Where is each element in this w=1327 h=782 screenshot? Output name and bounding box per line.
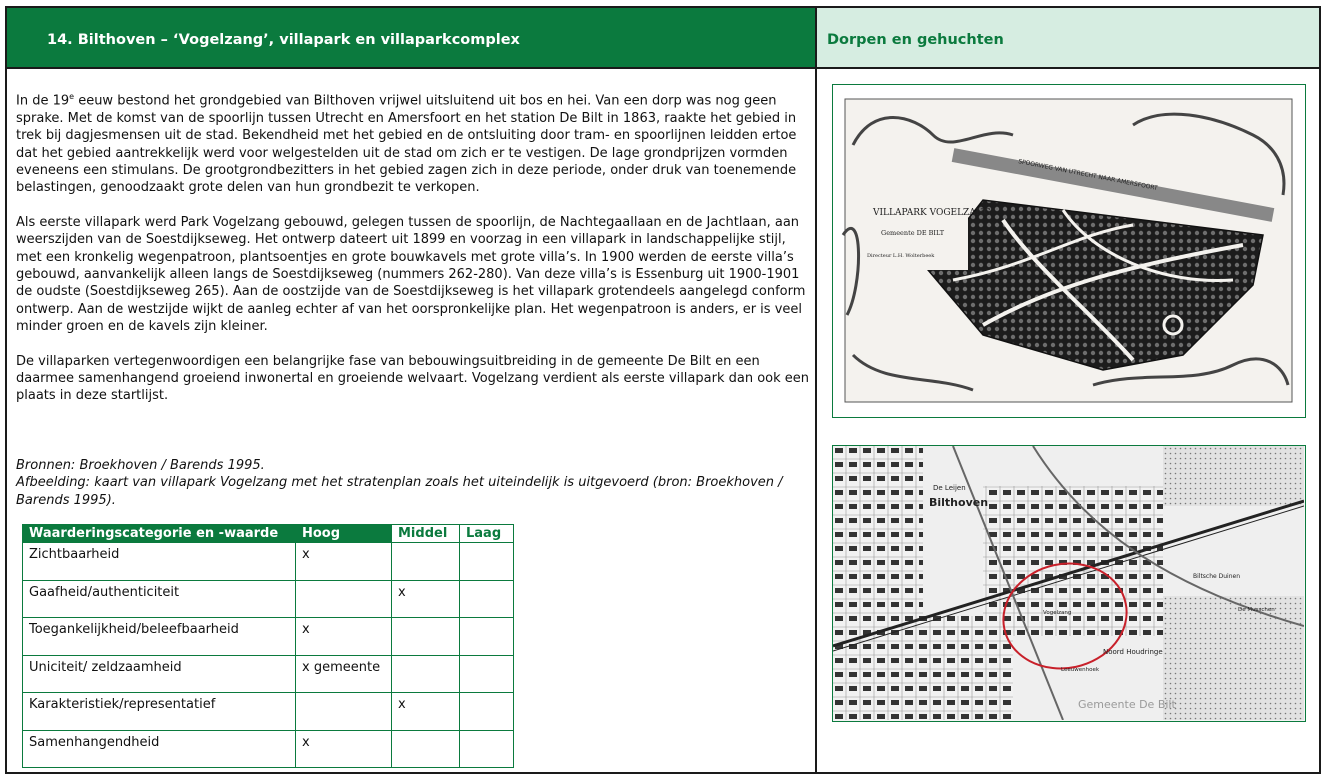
row-laag xyxy=(460,580,514,618)
row-laag xyxy=(460,730,514,768)
header-laag: Laag xyxy=(460,525,514,543)
paragraph-3: De villaparken vertegenwoordigen een belangrijke fase van bebouwingsuitbreiding in de gemeente De Bilt en een daarmee samenhangend groeiend inwonertal en groeiende welvaart. Vogelzang verdient als eerste villapark dan ook een plaats in deze startlijst. xyxy=(16,353,809,404)
header-hoog: Hoog xyxy=(296,525,392,543)
row-middel xyxy=(392,730,460,768)
row-middel xyxy=(392,543,460,581)
row-hoog xyxy=(296,580,392,618)
map-label-leeuwen: Leeuwenhoek xyxy=(1061,667,1100,673)
page-frame xyxy=(5,6,1321,774)
plan-subtitle: Gemeente DE BILT xyxy=(881,229,945,237)
table-row xyxy=(23,693,514,731)
body-text xyxy=(16,88,811,422)
table-row xyxy=(23,655,514,693)
row-hoog: x xyxy=(296,730,392,768)
table-row xyxy=(23,618,514,656)
row-category: Toegankelijkheid/beleefbaarheid xyxy=(23,618,296,656)
map-label-gemeente: Gemeente De Bilt xyxy=(1078,698,1176,711)
paragraph-1: In de 19e eeuw bestond het grondgebied van Bilthoven vrijwel uitsluitend uit bos en hei. Van een dorp was nog geen sprake. Met de komst van de spoorlijn tussen Utrecht en Amersfoort en het station De Bilt in 1863, raakte het gebied in trek bij dagjesmensen uit de stad. Bekendheid met het gebied en de ontsluiting door tram- en spoorlijnen leidden ertoe dat het gebied aantrekkelijk werd voor welgestelden uit de stad om zich er te vestigen. De lage grondprijzen vormden eveneens een stimulans. De grootgrondbezitters in het gebied zagen zich in deze periode, onder druk van toenemende belastingen, genoodzaakt grote delen van hun grondbezit te verkopen. xyxy=(16,92,797,196)
map-label-leijen: De Leijen xyxy=(933,484,966,492)
plan-rail-label: SPOORWEG VAN UTRECHT NAAR AMERSFOORT xyxy=(1017,158,1159,193)
row-category: Karakteristiek/representatief xyxy=(23,693,296,731)
plan-title: VILLAPARK VOGELZANG xyxy=(873,208,991,218)
row-laag xyxy=(460,693,514,731)
table-row xyxy=(23,580,514,618)
row-category: Samenhangendheid xyxy=(23,730,296,768)
row-middel: x xyxy=(392,693,460,731)
header-category: Waarderingscategorie en -waarde xyxy=(23,525,296,543)
page-title: 14. Bilthoven – ‘Vogelzang’, villapark en villaparkcomplex xyxy=(7,8,815,69)
row-category: Zichtbaarheid xyxy=(23,543,296,581)
row-hoog: x xyxy=(296,618,392,656)
section-title: Dorpen en gehuchten xyxy=(815,8,1319,69)
row-laag xyxy=(460,618,514,656)
sources-afbeelding: Afbeelding: kaart van villapark Vogelzang met het stratenplan zoals het uiteindelijk is uitgevoerd (bron: Broekhoven / Barends 1995). xyxy=(16,475,783,508)
table-row xyxy=(23,730,514,768)
paragraph-2: Als eerste villapark werd Park Vogelzang gebouwd, gelegen tussen de spoorlijn, de Nachtegaallaan en de Jachtlaan, aan weerszijden van de Soestdijkseweg. Het ontwerp dateert uit 1899 en voorzag in een villapark in landschappelijke stijl, met een kronkelig wegenpatroon, plantsoentjes en grote bouwkavels met grote villa’s. In 1900 werden de eerste villa’s gebouwd, aanvankelijk alleen langs de Soestdijkseweg (nummers 262-280). Van deze villa’s is Essenburg uit 1900-1901 de oudste (Soestdijkseweg 265). Aan de oostzijde van de Soestdijkseweg is het villapark grotendeels aangelegd conform ontwerp. Aan de westzijde wijkt de aanleg echter af van het oorspronkelijke plan. Het wegenpatroon is anders, er is veel minder groen en de kavels zijn kleiner. xyxy=(16,214,806,335)
row-laag xyxy=(460,543,514,581)
row-category: Uniciteit/ zeldzaamheid xyxy=(23,655,296,693)
topographic-map-image xyxy=(832,445,1306,722)
villapark-plan-image xyxy=(832,84,1306,418)
map-label-vogelzang: Vogelzang xyxy=(1043,610,1072,616)
row-middel: x xyxy=(392,580,460,618)
row-middel xyxy=(392,618,460,656)
column-divider xyxy=(815,69,817,772)
map-label-noord: Noord Houdringe xyxy=(1103,648,1163,656)
table-header-row xyxy=(23,525,514,543)
map-label-musschen: De Musschen xyxy=(1238,607,1275,613)
row-laag xyxy=(460,655,514,693)
row-middel xyxy=(392,655,460,693)
sources xyxy=(16,457,811,509)
map-label-biltsche: Biltsche Duinen xyxy=(1193,573,1241,580)
row-category: Gaafheid/authenticiteit xyxy=(23,580,296,618)
row-hoog xyxy=(296,693,392,731)
row-hoog: x gemeente xyxy=(296,655,392,693)
map-label-town: Bilthoven xyxy=(929,496,989,509)
table-row xyxy=(23,543,514,581)
sources-bronnen: Bronnen: Broekhoven / Barends 1995. xyxy=(16,458,265,473)
valuation-table xyxy=(22,524,514,768)
header-middel: Middel xyxy=(392,525,460,543)
plan-director: Directeur L.H. Wolterbeek xyxy=(867,253,935,259)
row-hoog: x xyxy=(296,543,392,581)
